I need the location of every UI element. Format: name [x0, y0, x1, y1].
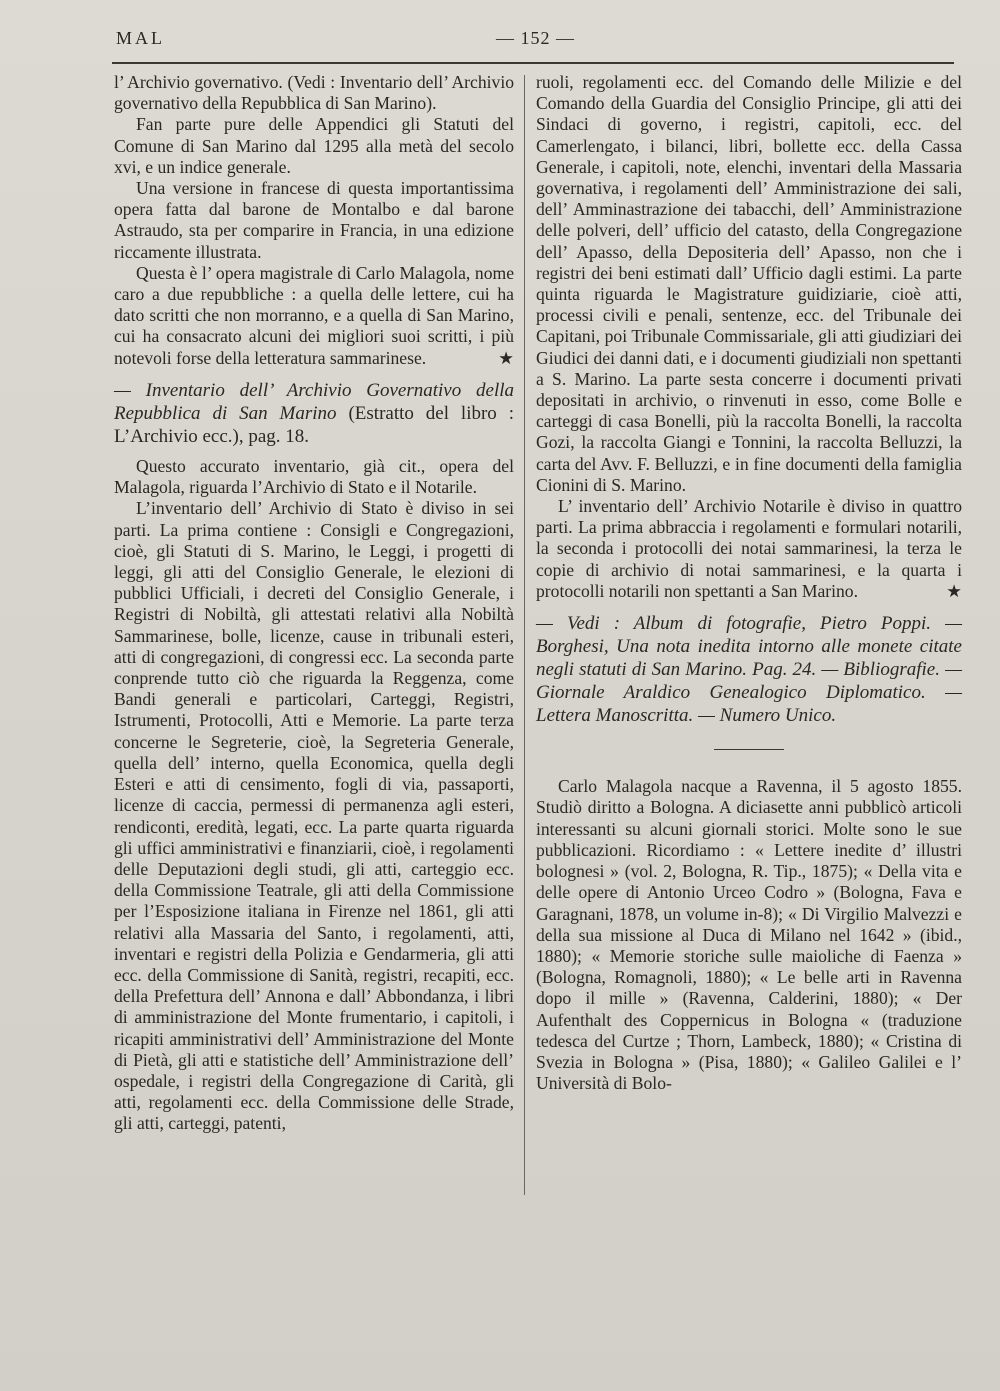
running-head: MAL [116, 28, 165, 48]
paragraph-biografia: Carlo Malagola nacque a Ravenna, il 5 agosto 1855. Studiò diritto a Bologna. A diciasette anni pubblicò articoli interessanti su alcuni giornali storici. Molte sono le sue pubblicazioni. Ricordiamo : « Lettere inedite d’ illustri bolognesi » (vol. 2, Bologna, R. Tip., 1875); « Della vita e delle opere di Antonio Urceo Codro » (Bologna, Fava e Garagnani, 1878, un volume in-8); « Di Virgilio Malvezzi e della sua missione al Duca di Milano nel 1642 » (ibid., 1880); « Memorie storiche sulle maioliche di Faenza » (Bologna, Romagnoli, 1880); « Le belle arti in Ravenna dopo il mille » (Ravenna, Calderini, 1880); « Der Aufenthalt des Coppernicus in Bologna « (traduzione tedesca del Curtze ; Thorn, Lambeck, 1880); « Cristina di Svezia in Bologna » (Pisa, 1880); « Galileo Galilei e l’ Università di Bolo- [536, 776, 962, 1094]
paragraph-appendici: Fan parte pure delle Appendici gli Statuti del Comune di San Marino dal 1295 alla metà del secolo xvi, e un indice generale. [114, 114, 514, 177]
header-rule [112, 62, 954, 64]
paragraph-archivio-ref: l’ Archivio governativo. (Vedi : Inventario dell’ Archivio governativo della Repubblica di San Marino). [114, 72, 514, 114]
see-also-references: — Vedi : Album di fotografie, Pietro Poppi. — Borghesi, Una nota inedita intorno alle monete citate negli statuti di San Marino. Pag. 24. — Bibliografie. — Giornale Araldico Genealogico Diplomatico. — Lettera Manoscritta. — Numero Unico. [536, 613, 962, 727]
entry-inventario [114, 379, 514, 448]
paragraph-continuation: ruoli, regolamenti ecc. del Comando delle Milizie e del Comando della Guardia del Consiglio Principe, gli atti dei Sindaci di governo, i registri, capitoli, ecc. del Camerlengato, i bilanci, libri, bollette ecc. della Cassa Generale, i capitoli, note, elenchi, inventari della Massaria governativa, i regolamenti dell’ Amministrazione dei sali, dell’ Amminastrazione dei tabacchi, dell’ Amministrazione delle polveri, dell’ ufficio del catasto, della Congregazione dell’ Apasso, della Depositeria dell’ Apasso, non che i registri dei beni estimati dall’ Ufficio dagli estimi. La parte quinta riguarda le Magistrature guidiziarie, cioè atti, processi civili e penali, sentenze, ecc. del Tribunale dei Capitani, poi Tribunale Commissariale, gli atti giudiziari dei Giudici dei danni dati, e i documenti giudiziali non spettanti a S. Marino. La parte sesta concerre i documenti privati depositati in archivio, o rinvenuti in esso, come Bolle e carteggi di casa Bonelli, più la raccolta Bonelli, la raccolta Gozi, la raccolta Giangi e Tonnini, la raccolta Belluzzi, la carta del Avv. F. Belluzzi, e in fine documenti della famiglia Cionini di S. Marino. [536, 72, 962, 495]
column-divider [524, 75, 525, 1195]
paragraph-accurato-inventario: Questo accurato inventario, già cit., opera del Malagola, riguarda l’Archivio di Stato e il Notarile. [114, 456, 514, 498]
entry-title: — Inventario dell’ Archivio Governativo della Repubblica di San Marino [114, 380, 514, 425]
page-number: — 152 — [496, 28, 575, 48]
star-ornament: ★ [498, 347, 514, 368]
paragraph-archivio-notarile: L’ inventario dell’ Archivio Notarile è diviso in quattro parti. La prima abbraccia i regolamenti e formulari notarili, la seconda i protocolli dei notai sammarinesi, la terza le copie di archivio di notai sammarinesi, e la quarta i protocolli notarili non spettanti a San Marino. [536, 496, 962, 601]
paragraph-versione-francese: Una versione in francese di questa importantissima opera fatta dal barone de Montalbo e dal barone Astraudo, sta per comparire in Francia, in una edizione riccamente illustrata. [114, 178, 514, 262]
right-column [536, 72, 962, 1094]
left-column [114, 72, 514, 1135]
section-separator [714, 749, 784, 750]
paragraph-sei-parti: L’inventario dell’ Archivio di Stato è diviso in sei parti. La prima contiene : Consigli e Congregazioni, cioè, gli Statuti di S. Marino, le Leggi, i progetti di leggi, gli atti del Consiglio Generale, le elezioni di pubblici Ufficiali, i decreti del Consiglio Generale, i Registri di Nobiltà, gli attestati relativi alla Nobiltà Sammarinese, bolle, licenze, cause in tribunali esteri, atti di congregazioni, di congressi ecc. La seconda parte conprende tutto ciò che riguarda la Reggenza, come Bandi generali e particolari, Carteggi, Registri, Istrumenti, Protocolli, Atti e Memorie. La parte terza concerne le Segreterie, cioè, la Segreteria Generale, quella dell’ interno, quella Economica, quella degli Esteri e atti di censimento, fogli di via, passaporti, licenze di caccia, permessi di permanenza agli esteri, rendiconti, eredità, legati, ecc. La parte quarta riguarda gli uffici amministrativi e finanziarii, cioè, i regolamenti delle Deputazioni degli studi, gli atti, carteggio ecc. della Commissione Teatrale, gli atti della Commissione per l’Esposizione italiana in Firenze nel 1861, gli atti relativi alla Massaria del Santo, i regolamenti, atti, inventari e registri della Polizia e Gendarmeria, gli atti ecc. della Commissione di Sanità, registri, recapiti, ecc. della Prefettura dell’ Annona e dall’ Abbondanza, i libri di amministrazione del Monte frumentario, i capitoli, i ricapiti amministrativi dell’ Amministrazione del Monte di Pietà, gli atti e statistiche dell’ Amministrazione dell’ ospedale, i registri della Congregazione di Carità, gli atti, regolamenti ecc. della Commissione delle Strade, gli atti, carteggi, patenti, [114, 498, 514, 1134]
star-ornament-2: ★ [946, 581, 962, 602]
paragraph-opera-magistrale: Questa è l’ opera magistrale di Carlo Malagola, nome caro a due repubbliche : a quella delle lettere, cui ha dato scritti che non morranno, e a quella di San Marino, cui ha consacrato alcuni dei migliori suoi scritti, i più notevoli forse della letteratura sammarinese. [114, 262, 514, 368]
entry-details: (Estratto del libro : L’Archivio ecc.), pag. 18. [114, 403, 514, 448]
page-header [116, 28, 952, 58]
